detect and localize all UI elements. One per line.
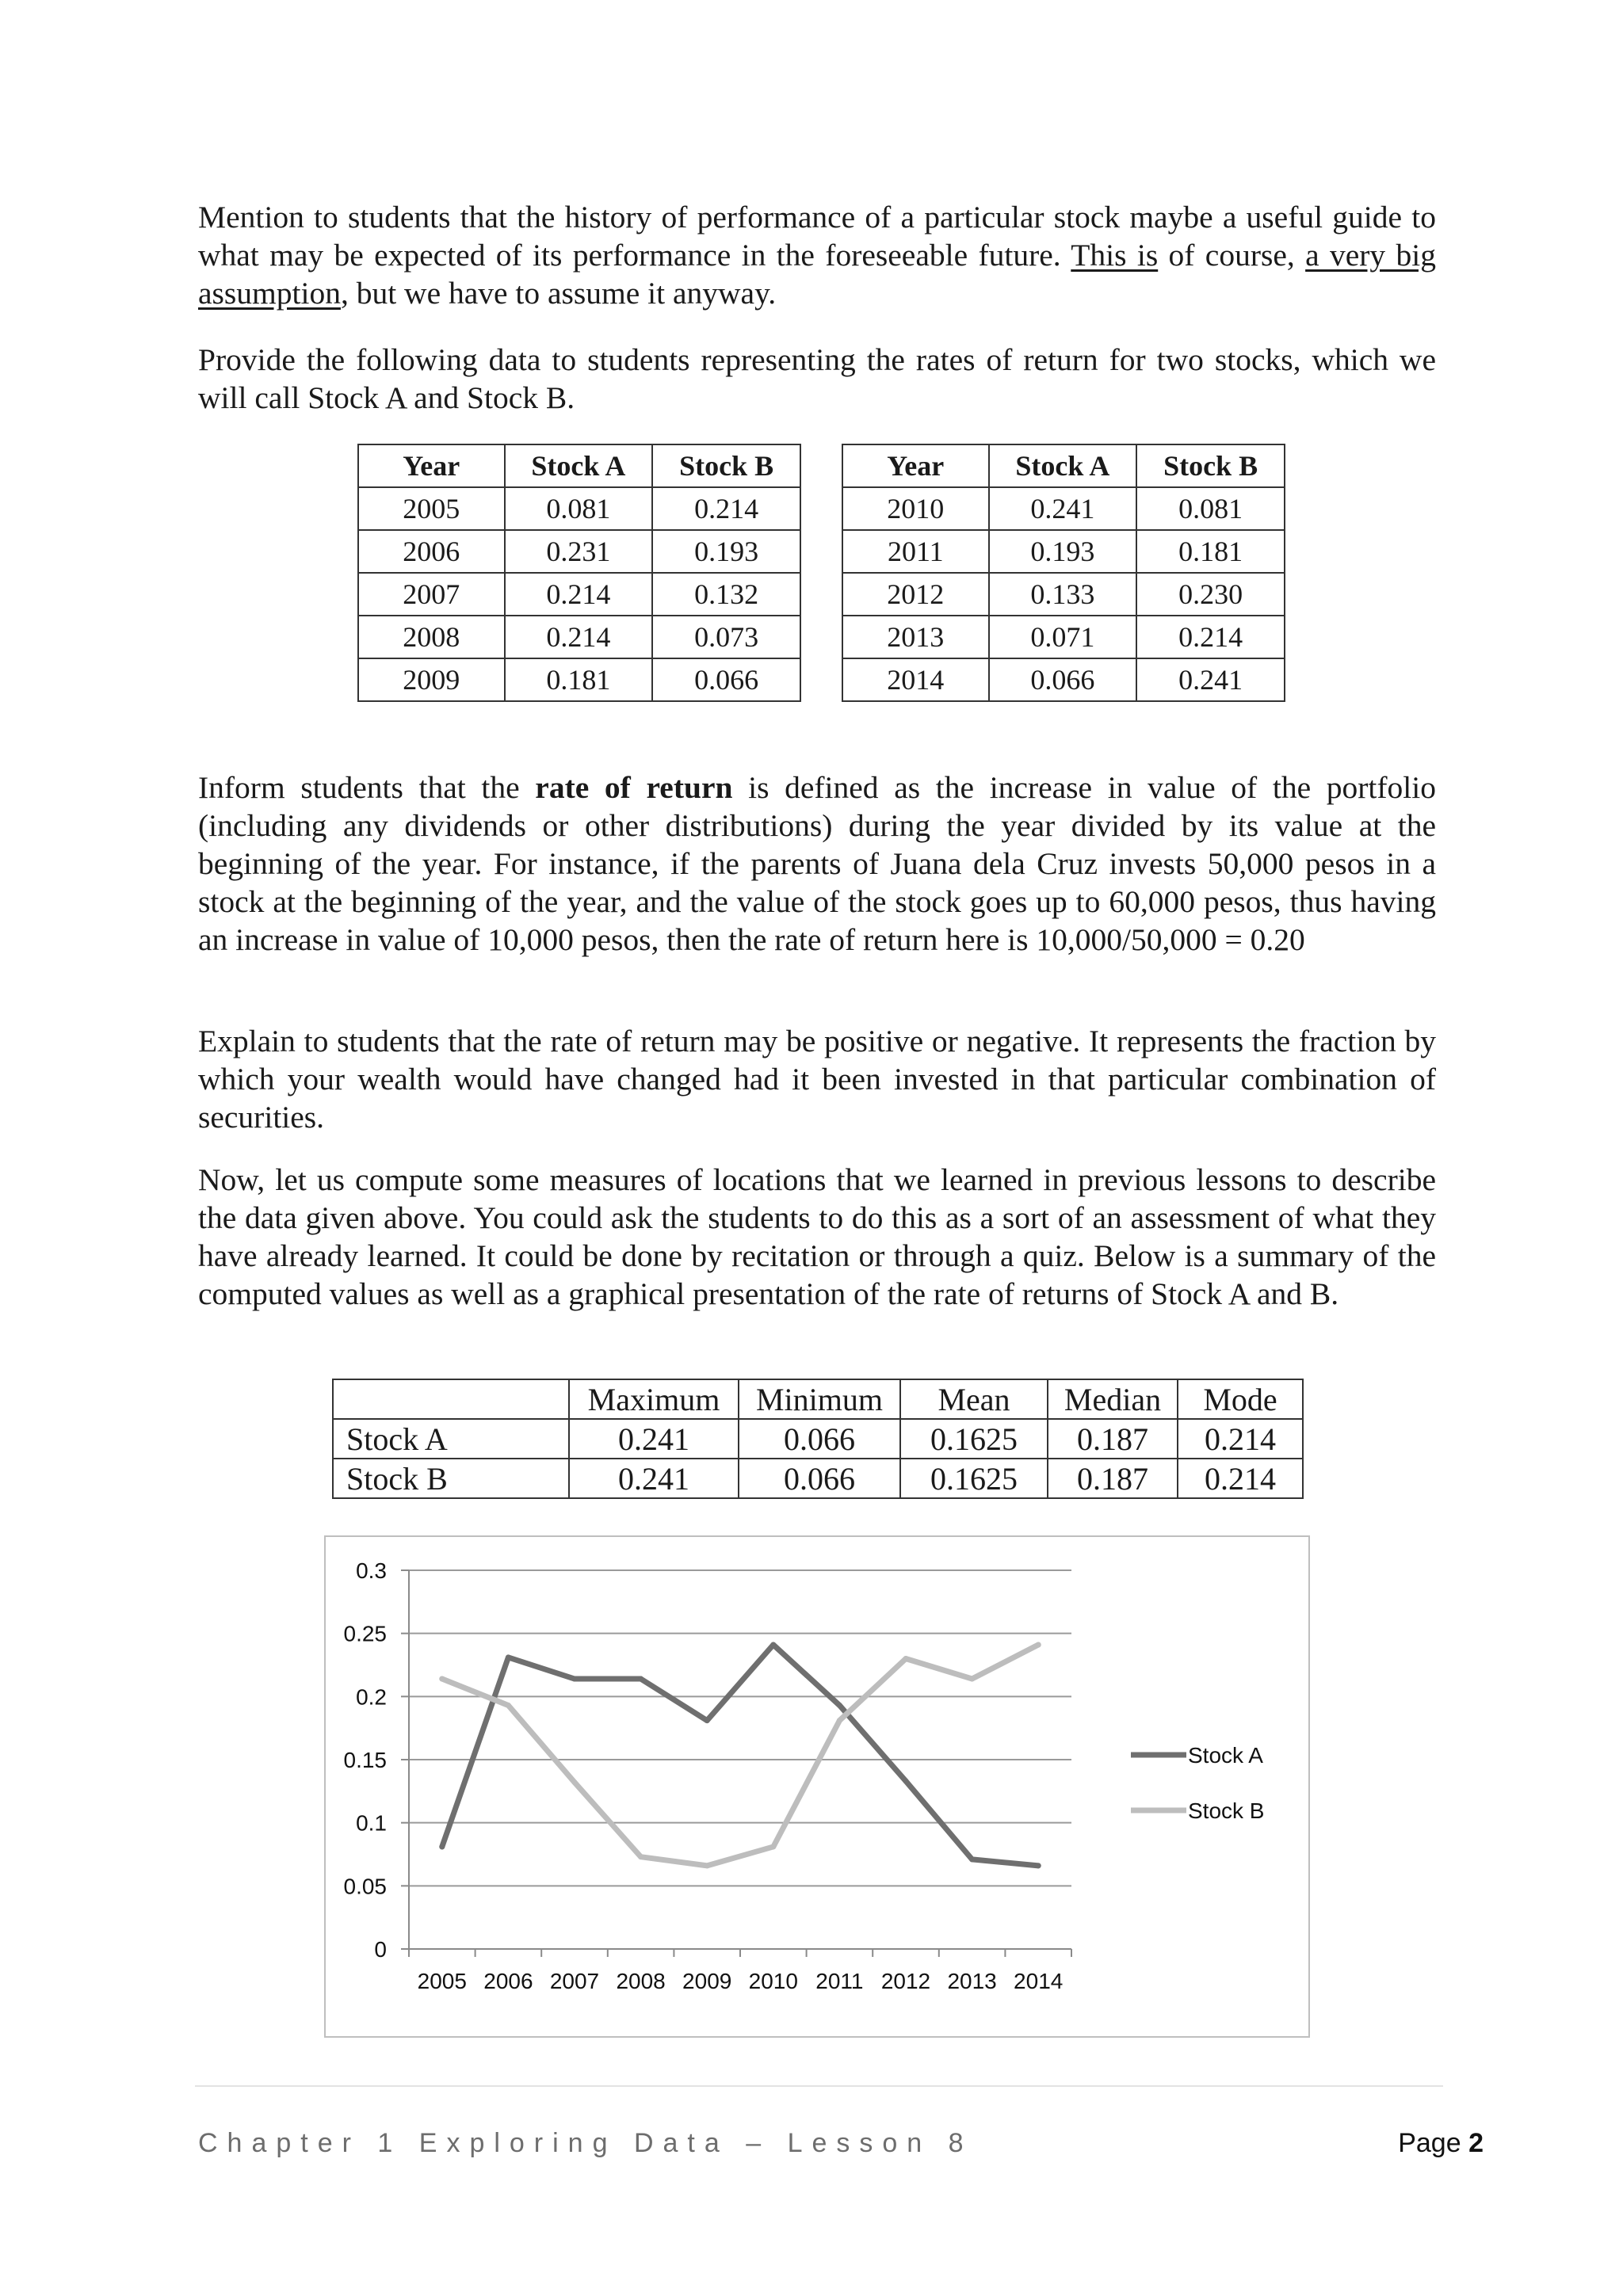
data-point <box>638 1676 643 1682</box>
data-point <box>903 1779 909 1784</box>
returns-table-left <box>357 444 801 702</box>
data-point <box>903 1656 909 1661</box>
table-cell: 2010 <box>842 487 989 530</box>
rate-of-return-term: rate of return <box>535 770 733 805</box>
intro-underline-1: This is <box>1071 238 1159 273</box>
data-point <box>705 1863 710 1868</box>
summary-header-blank <box>333 1379 569 1419</box>
table-row <box>358 658 800 701</box>
rate-text-1: Inform students that the <box>198 770 536 805</box>
table-cell: 2006 <box>358 530 505 573</box>
table-cell: 0.1625 <box>900 1419 1048 1459</box>
table-cell: 0.181 <box>505 658 653 701</box>
table-cell: 0.241 <box>569 1459 739 1498</box>
table-cell: 0.066 <box>989 658 1137 701</box>
x-tick-label: 2010 <box>748 1969 798 1993</box>
table-row <box>842 487 1285 530</box>
table-cell: 0.081 <box>505 487 653 530</box>
y-tick-label: 0 <box>374 1937 387 1962</box>
positive-negative-paragraph: Explain to students that the rate of return may be positive or negative. It represents the fraction by which your wealth would have changed had it been invested in that particular combination of securities. <box>198 1024 1436 1135</box>
summary-header-median: Median <box>1048 1379 1178 1419</box>
y-tick-label: 0.15 <box>343 1748 387 1772</box>
data-point <box>1036 1863 1041 1868</box>
intro-paragraph <box>198 198 1436 312</box>
table-cell: 0.066 <box>739 1419 900 1459</box>
table-row <box>333 1459 1303 1498</box>
x-tick-label: 2008 <box>616 1969 666 1993</box>
rate-of-return-paragraph <box>198 769 1436 959</box>
table-cell: 0.066 <box>739 1459 900 1498</box>
table-row <box>358 487 800 530</box>
header-stock-b: Stock B <box>1136 444 1285 487</box>
table-cell: 0.187 <box>1048 1419 1178 1459</box>
summary-header-mode: Mode <box>1178 1379 1303 1419</box>
table-cell: 2013 <box>842 616 989 658</box>
footer-page-number <box>1398 2128 1484 2159</box>
table-row <box>842 658 1285 701</box>
header-year: Year <box>842 444 989 487</box>
x-tick-label: 2007 <box>549 1969 600 1993</box>
table-cell: 0.214 <box>505 573 653 616</box>
table-cell: 0.231 <box>505 530 653 573</box>
data-point <box>837 1718 842 1723</box>
table-cell: 0.073 <box>652 616 800 658</box>
table-cell: 0.193 <box>652 530 800 573</box>
table-cell: 0.214 <box>505 616 653 658</box>
table-row <box>358 616 800 658</box>
x-tick-label: 2013 <box>947 1969 997 1993</box>
y-tick-label: 0.3 <box>356 1558 387 1583</box>
table-cell: 0.214 <box>1178 1419 1303 1459</box>
data-point <box>638 1854 643 1859</box>
table-cell: 0.214 <box>1178 1459 1303 1498</box>
table-row <box>842 616 1285 658</box>
table-cell: Stock B <box>333 1459 569 1498</box>
table-cell: 0.181 <box>1136 530 1285 573</box>
summary-header-row <box>333 1379 1303 1419</box>
legend-label: Stock B <box>1188 1798 1265 1823</box>
table-cell: 0.214 <box>1136 616 1285 658</box>
data-point <box>572 1676 578 1682</box>
x-tick-label: 2005 <box>417 1969 467 1993</box>
table-cell: 0.230 <box>1136 573 1285 616</box>
table-cell: 0.071 <box>989 616 1137 658</box>
table-row <box>358 573 800 616</box>
table-cell: 2007 <box>358 573 505 616</box>
table-cell: 0.133 <box>989 573 1137 616</box>
summary-header-mean: Mean <box>900 1379 1048 1419</box>
intro-underline-2: a very big assumption <box>198 238 1436 311</box>
y-tick-label: 0.25 <box>343 1621 387 1646</box>
table-cell: 2011 <box>842 530 989 573</box>
table-cell: 0.241 <box>989 487 1137 530</box>
data-point <box>705 1718 710 1723</box>
x-tick-label: 2009 <box>682 1969 732 1993</box>
data-point <box>969 1856 975 1862</box>
provide-data-paragraph: Provide the following data to students representing the rates of return for two stocks, which we will call Stock A and Stock B. <box>198 342 1436 415</box>
returns-table-left-header <box>358 444 800 487</box>
table-cell: Stock A <box>333 1419 569 1459</box>
footer-page-value: 2 <box>1468 2128 1484 2158</box>
rate-text-2: is defined as the increase in value of the portfolio (including any dividends or other distributions) during the year divided by its value at the beginning of the year. For instance, if the parents of Juana dela Cruz invests 50,000 pesos in a stock at the beginning of the year, and the value of the stock goes up to 60,000 pesos, thus having an increase in value of 10,000 pesos, then the rate of return here is 10,000/50,000 = 0.20 <box>198 770 1437 957</box>
x-tick-label: 2014 <box>1014 1969 1064 1993</box>
summary-table <box>332 1379 1304 1499</box>
intro-text-1: Mention to students that the history of performance of a particular stock maybe a useful guide to what may be expected of its performance in the foreseeable future. <box>198 200 1436 273</box>
footer-chapter-title: Chapter 1 Exploring Data – Lesson 8 <box>198 2128 973 2158</box>
data-point <box>1036 1642 1041 1648</box>
table-row <box>333 1419 1303 1459</box>
table-cell: 2005 <box>358 487 505 530</box>
intro-text-2: of course, <box>1158 238 1306 273</box>
intro-text-3: , but we have to assume it anyway. <box>340 276 777 311</box>
table-cell: 0.193 <box>989 530 1137 573</box>
data-point <box>506 1654 511 1660</box>
y-tick-label: 0.1 <box>356 1810 387 1836</box>
table-cell: 2012 <box>842 573 989 616</box>
table-cell: 2009 <box>358 658 505 701</box>
footer-divider <box>195 2085 1443 2087</box>
x-tick-label: 2006 <box>483 1969 533 1993</box>
data-point <box>770 1844 776 1849</box>
data-point <box>439 1676 445 1682</box>
summary-header-minimum: Minimum <box>739 1379 900 1419</box>
header-stock-a: Stock A <box>505 444 653 487</box>
table-cell: 0.066 <box>652 658 800 701</box>
legend-label: Stock A <box>1188 1743 1263 1768</box>
header-year: Year <box>358 444 505 487</box>
table-cell: 0.081 <box>1136 487 1285 530</box>
measures-paragraph: Now, let us compute some measures of locations that we learned in previous lessons to describe the data given above. You could ask the students to do this as a sort of an assessment of what they have already learned. It could be done by recitation or through a quiz. Below is a summary of the computed values as well as a graphical presentation of the rate of returns of Stock A and B. <box>198 1162 1436 1311</box>
header-stock-b: Stock B <box>652 444 800 487</box>
table-row <box>842 573 1285 616</box>
data-point <box>837 1703 842 1708</box>
returns-table-right <box>842 444 1285 702</box>
header-stock-a: Stock A <box>989 444 1137 487</box>
table-cell: 0.187 <box>1048 1459 1178 1498</box>
table-cell: 2008 <box>358 616 505 658</box>
data-point <box>969 1676 975 1682</box>
data-point <box>506 1703 511 1708</box>
y-tick-label: 0.05 <box>343 1874 387 1899</box>
table-row <box>358 530 800 573</box>
table-row <box>842 530 1285 573</box>
x-tick-label: 2011 <box>815 1969 864 1993</box>
table-cell: 0.214 <box>652 487 800 530</box>
table-cell: 0.1625 <box>900 1459 1048 1498</box>
summary-header-maximum: Maximum <box>569 1379 739 1419</box>
series-line-stock-a <box>442 1645 1038 1866</box>
x-tick-label: 2012 <box>880 1969 931 1993</box>
table-cell: 0.241 <box>1136 658 1285 701</box>
data-point <box>439 1844 445 1849</box>
data-point <box>572 1779 578 1785</box>
returns-table-right-header <box>842 444 1285 487</box>
table-cell: 0.241 <box>569 1419 739 1459</box>
y-tick-label: 0.2 <box>356 1684 387 1710</box>
table-cell: 0.132 <box>652 573 800 616</box>
returns-line-chart <box>324 1535 1310 2038</box>
data-point <box>770 1642 776 1648</box>
table-cell: 2014 <box>842 658 989 701</box>
footer-page-label: Page <box>1398 2128 1469 2158</box>
